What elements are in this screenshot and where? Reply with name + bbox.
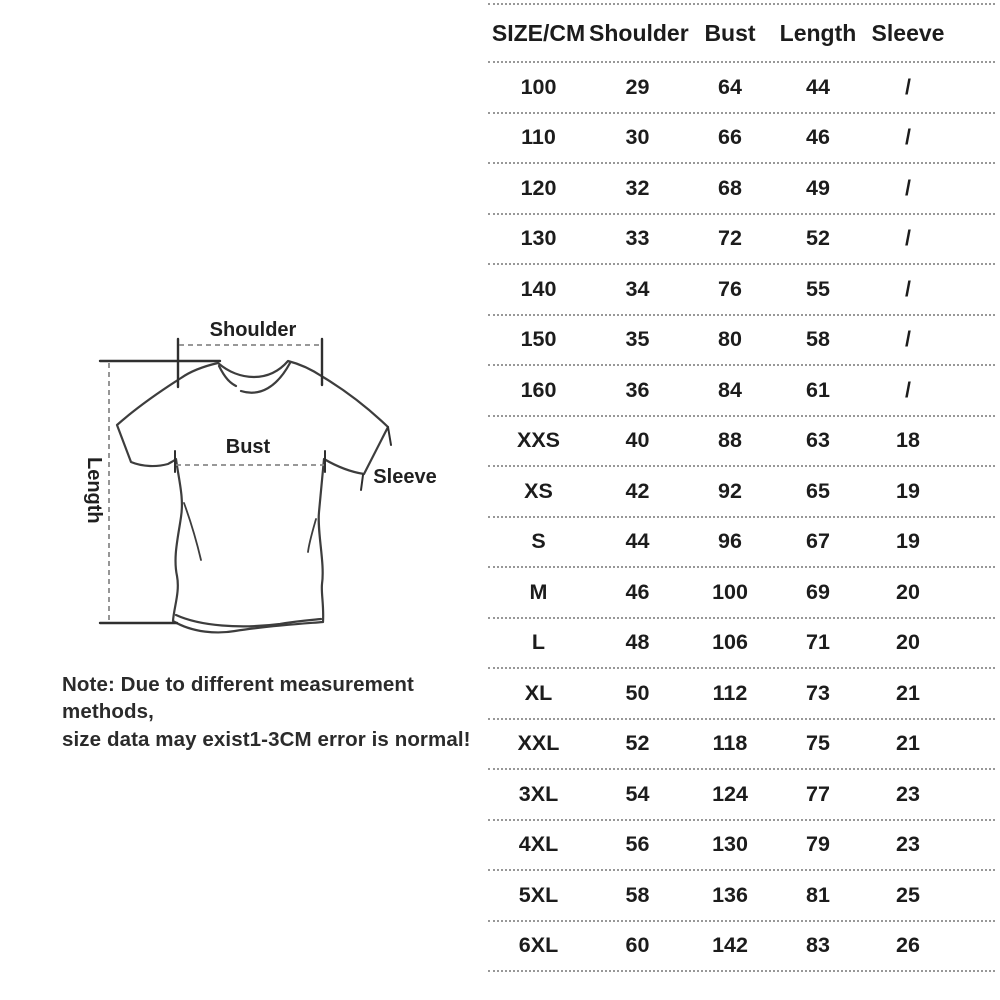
table-cell: 49: [806, 175, 830, 200]
table-cell: /: [905, 226, 911, 251]
table-row: [488, 720, 995, 771]
table-cell: 36: [625, 377, 650, 402]
table-row: [488, 114, 995, 165]
table-cell: 20: [896, 630, 920, 655]
table-cell: 18: [896, 428, 920, 453]
table-cell: Shoulder: [589, 19, 689, 46]
table-cell: 21: [896, 731, 920, 756]
table-cell: 63: [806, 428, 830, 453]
table-cell: 3XL: [518, 781, 559, 806]
table-row: [488, 316, 995, 367]
table-cell: 65: [806, 478, 830, 503]
shoulder-label: Shoulder: [209, 319, 297, 341]
table-cell: 56: [625, 832, 650, 857]
table-cell: 100: [712, 579, 748, 604]
size-table: [488, 3, 995, 972]
table-cell: 79: [806, 832, 830, 857]
table-cell: 20: [896, 579, 920, 604]
table-cell: 52: [625, 731, 650, 756]
table-cell: 54: [625, 781, 650, 806]
table-row: [488, 265, 995, 316]
table-cell: 29: [625, 74, 650, 99]
table-cell: 124: [712, 781, 748, 806]
table-cell: 100: [520, 74, 557, 99]
note-line-2: size data may exist1-3CM error is normal!: [62, 727, 471, 751]
table-cell: /: [905, 276, 911, 301]
table-cell: 23: [896, 781, 920, 806]
table-cell: 52: [806, 226, 830, 251]
table-cell: 34: [625, 276, 650, 301]
table-cell: 130: [520, 226, 557, 251]
table-cell: 23: [896, 832, 920, 857]
table-cell: 72: [718, 226, 742, 251]
table-cell: 71: [806, 630, 830, 655]
table-cell: XL: [524, 680, 553, 705]
table-cell: 140: [520, 276, 557, 301]
table-cell: 55: [806, 276, 830, 301]
tshirt-measurement-diagram: [55, 295, 475, 670]
table-row: [488, 922, 995, 973]
table-cell: 19: [896, 529, 920, 554]
table-row: [488, 619, 995, 670]
table-row: [488, 518, 995, 569]
table-cell: 4XL: [518, 832, 559, 857]
table-row: [488, 871, 995, 922]
table-cell: 25: [896, 882, 920, 907]
table-cell: S: [531, 529, 546, 554]
table-cell: 5XL: [518, 882, 559, 907]
table-cell: 73: [806, 680, 830, 705]
table-cell: 40: [625, 428, 650, 453]
table-row: [488, 669, 995, 720]
table-cell: Bust: [704, 19, 756, 46]
table-cell: 42: [625, 478, 650, 503]
table-cell: /: [905, 125, 911, 150]
table-cell: 76: [718, 276, 742, 301]
measurement-note: [62, 671, 492, 753]
table-cell: 32: [625, 175, 650, 200]
table-cell: 50: [625, 680, 650, 705]
table-cell: /: [905, 74, 911, 99]
table-row: [488, 417, 995, 468]
table-cell: 48: [625, 630, 650, 655]
table-cell: 118: [712, 731, 748, 756]
sleeve-label: Sleeve: [373, 466, 437, 488]
table-cell: 35: [625, 327, 650, 352]
table-cell: 150: [520, 327, 557, 352]
table-cell: 136: [712, 882, 748, 907]
table-cell: 88: [718, 428, 742, 453]
table-cell: 92: [718, 478, 742, 503]
table-cell: 67: [806, 529, 830, 554]
table-cell: 77: [806, 781, 830, 806]
table-cell: 33: [625, 226, 650, 251]
table-cell: 96: [718, 529, 742, 554]
table-cell: 58: [806, 327, 830, 352]
bust-label: Bust: [225, 436, 271, 458]
table-cell: 142: [712, 933, 748, 958]
table-cell: 112: [712, 680, 748, 705]
table-cell: /: [905, 377, 911, 402]
table-row: [488, 164, 995, 215]
table-cell: XXS: [516, 428, 561, 453]
table-header-row: [488, 5, 995, 63]
tshirt-outline-drawing: [117, 361, 388, 632]
table-cell: SIZE/CM: [491, 19, 586, 46]
table-cell: 110: [521, 125, 556, 150]
table-cell: 64: [718, 74, 742, 99]
table-cell: 26: [896, 933, 920, 958]
table-cell: 84: [718, 377, 742, 402]
table-cell: 75: [806, 731, 830, 756]
length-label: Length: [83, 457, 105, 524]
table-cell: 130: [712, 832, 748, 857]
table-row: [488, 366, 995, 417]
table-cell: Sleeve: [871, 19, 945, 46]
table-cell: 80: [718, 327, 742, 352]
table-row: [488, 467, 995, 518]
note-line-1: Note: Due to different measurement methods,: [62, 673, 414, 724]
table-cell: 58: [625, 882, 650, 907]
table-cell: 46: [806, 125, 830, 150]
table-cell: 160: [520, 377, 557, 402]
table-cell: 69: [806, 579, 830, 604]
table-cell: XS: [524, 478, 553, 503]
table-cell: 30: [625, 125, 650, 150]
table-cell: 44: [625, 529, 650, 554]
table-cell: 19: [896, 478, 920, 503]
table-cell: M: [529, 579, 548, 604]
table-row: [488, 821, 995, 872]
table-row: [488, 215, 995, 266]
table-cell: /: [905, 175, 911, 200]
table-cell: 66: [718, 125, 742, 150]
table-cell: Length: [779, 19, 857, 46]
table-cell: 60: [625, 933, 650, 958]
table-cell: 46: [625, 579, 650, 604]
table-cell: 44: [806, 74, 830, 99]
table-cell: 81: [806, 882, 830, 907]
table-cell: 6XL: [518, 933, 559, 958]
table-cell: 106: [712, 630, 748, 655]
table-row: [488, 568, 995, 619]
table-cell: 120: [520, 175, 557, 200]
table-cell: 61: [806, 377, 830, 402]
table-cell: 83: [806, 933, 830, 958]
table-cell: 68: [718, 175, 742, 200]
table-cell: /: [905, 327, 911, 352]
tshirt-diagram-svg: [55, 295, 475, 670]
table-cell: XXL: [517, 731, 560, 756]
table-row: [488, 63, 995, 114]
table-cell: L: [531, 630, 546, 655]
table-cell: 21: [896, 680, 920, 705]
table-row: [488, 770, 995, 821]
